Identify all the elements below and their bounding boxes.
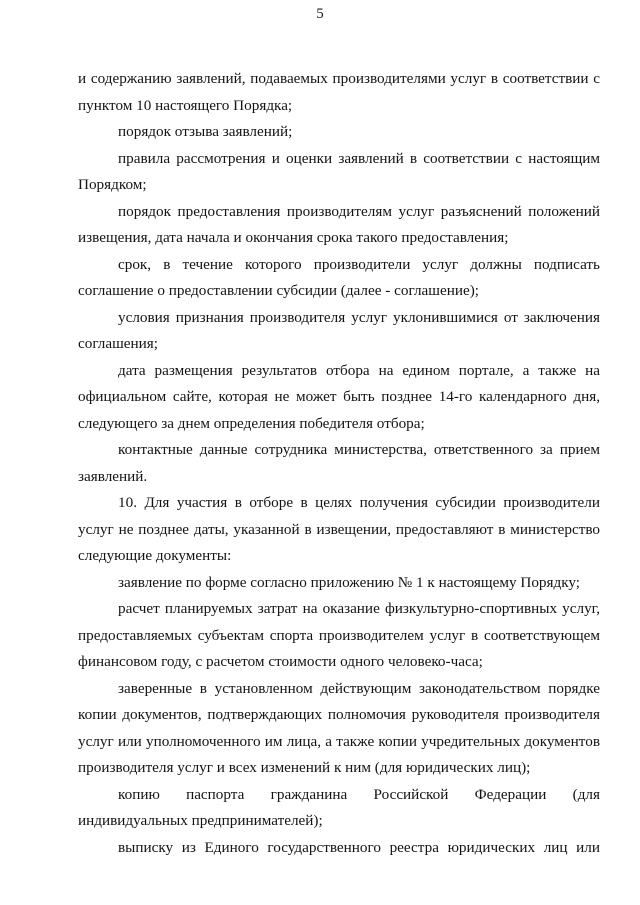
paragraph: условия признания производителя услуг уклонившимися от заключения соглашения; — [78, 308, 600, 352]
paragraph: расчет планируемых затрат на оказание физкультурно-спортивных услуг, предоставляемых субъектам спорта производителем услуг в соответствующем финансовом году, с расчетом стоимости одного человеко-часа; — [78, 600, 600, 670]
page-number: 5 — [316, 6, 324, 22]
paragraph: выписку из Единого государственного реестра юридических лиц или — [118, 838, 600, 856]
paragraph: контактные данные сотрудника министерства, ответственного за прием заявлений. — [78, 441, 600, 485]
paragraph: правила рассмотрения и оценки заявлений в соответствии с настоящим Порядком; — [78, 149, 600, 193]
paragraph: порядок отзыва заявлений; — [118, 123, 293, 140]
paragraph: 10. Для участия в отборе в целях получения субсидии производители услуг не позднее даты, указанной в извещении, предоставляют в министерство следующие документы: — [78, 494, 600, 564]
document-body — [78, 66, 600, 861]
paragraph: срок, в течение которого производители услуг должны подписать соглашение о предоставлении субсидии (далее - соглашение); — [78, 255, 600, 299]
paragraph: дата размещения результатов отбора на едином портале, а также на официальном сайте, которая не может быть позднее 14-го календарного дня, следующего за днем определения победителя отбора; — [78, 361, 600, 432]
paragraph: копию паспорта гражданина Российской Федерации (для индивидуальных предпринимателей); — [78, 785, 600, 829]
paragraph: заявление по форме согласно приложению № 1 к настоящему Порядку; — [118, 573, 580, 591]
paragraph: заверенные в установленном действующим законодательством порядке копии документов, подтверждающих полномочия руководителя производителя услуг или уполномоченного им лица, а также копии учредительных документов производителя услуг и всех изменений к ним (для юридических лиц); — [78, 679, 600, 776]
paragraph: порядок предоставления производителям услуг разъяснений положений извещения, дата начала и окончания срока такого предоставления; — [78, 202, 600, 246]
paragraph: и содержанию заявлений, подаваемых производителями услуг в соответствии с пунктом 10 настоящего Порядка; — [78, 70, 600, 114]
